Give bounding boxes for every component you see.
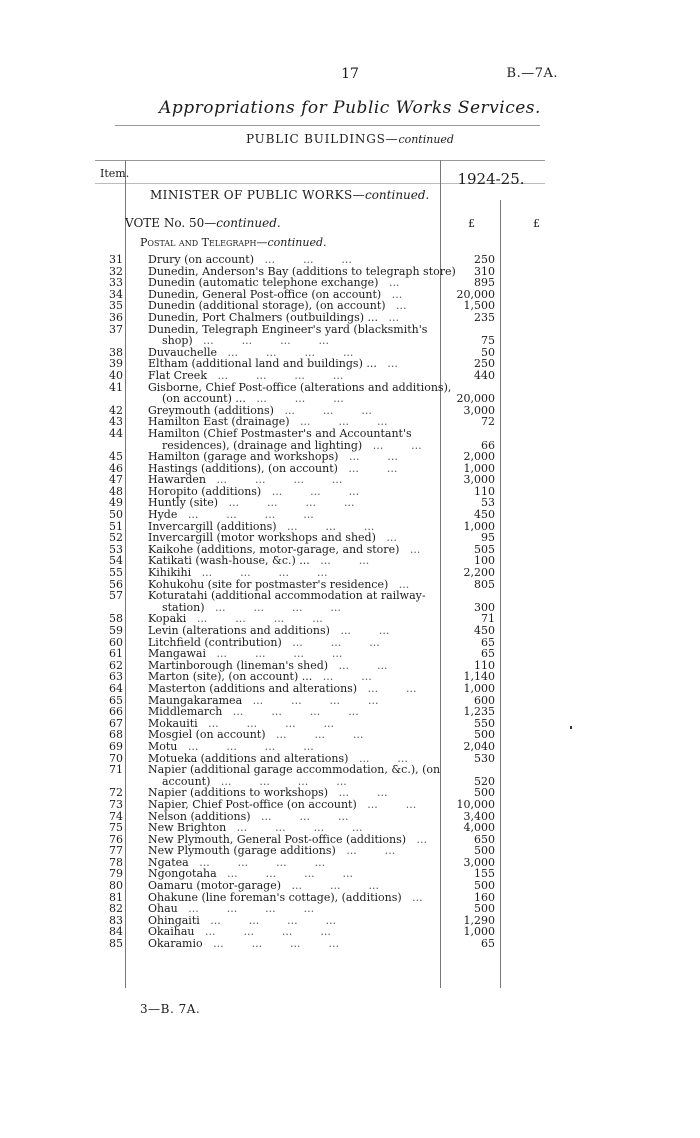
table-top-rule bbox=[95, 160, 545, 161]
amount-value: 300 bbox=[474, 600, 495, 614]
amount-value: 650 bbox=[474, 832, 495, 846]
leader-dots: ... ... bbox=[356, 797, 417, 811]
amount-value: 235 bbox=[474, 310, 495, 324]
description-text: residences), (drainage and lighting) bbox=[148, 438, 363, 452]
item-number: 32 bbox=[109, 264, 123, 278]
item-number: 66 bbox=[109, 705, 123, 719]
leader-dots: ... ... ... ... bbox=[204, 600, 341, 614]
item-number: 39 bbox=[109, 357, 123, 371]
table-row bbox=[0, 845, 700, 857]
item-number: 38 bbox=[109, 345, 123, 359]
amount-value: 1,290 bbox=[463, 913, 495, 927]
item-number: 35 bbox=[109, 299, 123, 313]
description-text: Dunedin (additional storage), (on account) bbox=[148, 299, 386, 313]
amount-value: 110 bbox=[474, 484, 495, 498]
item-number: 49 bbox=[109, 496, 123, 510]
leader-dots: ... ... ... ... bbox=[177, 508, 314, 522]
amount-value: 160 bbox=[474, 890, 495, 904]
description-text: Okaramio bbox=[148, 937, 203, 951]
amount-value: 3,000 bbox=[463, 403, 495, 417]
description-text: Dunedin (automatic telephone exchange) bbox=[148, 276, 379, 290]
description-text: Mosgiel (on account) bbox=[148, 728, 266, 742]
amount-value: 10,000 bbox=[456, 797, 495, 811]
leader-dots: ... bbox=[375, 531, 397, 545]
leader-dots: ... ... bbox=[329, 624, 390, 637]
amount-value: 500 bbox=[474, 902, 495, 916]
item-number: 41 bbox=[109, 380, 123, 394]
item-number: 76 bbox=[109, 832, 123, 846]
leader-dots: ... ... ... ... bbox=[177, 739, 314, 753]
leader-dots: ... ... ... ... bbox=[206, 647, 343, 661]
leader-dots: ... ... ... bbox=[281, 635, 380, 649]
item-number: 85 bbox=[109, 937, 123, 951]
leader-dots: ... bbox=[385, 299, 407, 313]
description-text: Martinborough (lineman's shed) bbox=[148, 658, 329, 672]
leader-dots: ... bbox=[401, 890, 423, 904]
amount-value: 3,400 bbox=[463, 809, 495, 823]
description-text: Hamilton East (drainage) bbox=[148, 415, 290, 429]
amount-value: 65 bbox=[481, 635, 495, 649]
leader-dots: ... ... ... ... bbox=[177, 902, 315, 916]
description-text: Okaihau bbox=[148, 925, 195, 939]
amount-value: 520 bbox=[474, 774, 495, 788]
table-row bbox=[0, 463, 700, 475]
leader-dots: ... ... ... bbox=[250, 809, 349, 823]
leader-dots: ... ... ... ... bbox=[186, 612, 323, 626]
description-text: Napier (additions to workshops) bbox=[148, 786, 329, 800]
description-text: account) bbox=[148, 774, 211, 788]
table-row bbox=[0, 903, 700, 915]
page-footer: 3—B. 7A. bbox=[140, 1002, 201, 1016]
table-row bbox=[0, 915, 700, 927]
description-text: Drury (on account) bbox=[148, 253, 255, 266]
leader-dots: ... ... ... bbox=[276, 519, 375, 533]
table-row bbox=[0, 324, 700, 336]
item-number: 55 bbox=[109, 566, 123, 580]
subtitle-main: PUBLIC BUILDINGS— bbox=[246, 132, 399, 146]
description-text: Masterton (additions and alterations) bbox=[148, 681, 358, 695]
minister-heading bbox=[150, 188, 429, 202]
amount-value: 500 bbox=[474, 728, 495, 742]
item-number: 63 bbox=[109, 670, 123, 684]
amount-value: 805 bbox=[474, 577, 495, 591]
item-number: 73 bbox=[109, 797, 123, 811]
leader-dots: ... ... ... ... bbox=[202, 937, 340, 951]
leader-dots: ... ... ... ... bbox=[210, 774, 347, 788]
leader-dots: ... ... ... ... bbox=[197, 716, 335, 730]
description-text: Horopito (additions) bbox=[148, 484, 262, 498]
leader-dots: ... bbox=[378, 276, 400, 290]
amount-value: 100 bbox=[474, 554, 495, 568]
item-number: 82 bbox=[109, 902, 123, 916]
appropriation-list bbox=[0, 254, 700, 950]
amount-value: 310 bbox=[474, 264, 495, 278]
amount-value: 600 bbox=[474, 693, 495, 707]
section-main: Postal and Telegraph— bbox=[140, 236, 268, 249]
description-text: Kihikihi bbox=[148, 566, 192, 580]
leader-dots: ... ... ... bbox=[273, 403, 372, 417]
leader-dots: ... ... bbox=[328, 786, 388, 800]
description-text: Kopaki bbox=[148, 612, 187, 626]
description-text: Ohingaiti bbox=[148, 913, 200, 927]
description-text: Kohukohu (site for postmaster's residence) bbox=[148, 577, 389, 591]
amount-value: 20,000 bbox=[456, 287, 495, 301]
item-number: 53 bbox=[109, 542, 123, 556]
amount-value: 50 bbox=[481, 345, 495, 359]
leader-dots: ... ... ... ... bbox=[226, 821, 363, 835]
amount-value: 66 bbox=[481, 438, 495, 452]
item-number: 45 bbox=[109, 450, 123, 464]
amount-value: 500 bbox=[474, 879, 495, 893]
title-rule bbox=[115, 125, 540, 126]
leader-dots: ... ... ... ... bbox=[207, 368, 344, 382]
amount-value: 1,000 bbox=[463, 461, 495, 475]
amount-value: 530 bbox=[474, 751, 495, 765]
description-text: (on account) ... bbox=[148, 392, 246, 406]
amount-value: 95 bbox=[481, 531, 495, 545]
pound-symbol-total: £ bbox=[533, 217, 540, 230]
description-text: Ohau bbox=[148, 902, 178, 916]
amount-value: 65 bbox=[481, 647, 495, 661]
description-text: Hamilton (garage and workshops) bbox=[148, 450, 339, 464]
description-text: Middlemarch bbox=[148, 705, 223, 719]
item-number: 65 bbox=[109, 693, 123, 707]
section-continued: continued. bbox=[267, 236, 327, 249]
leader-dots: ... ... ... ... bbox=[217, 345, 354, 359]
table-row bbox=[0, 602, 700, 614]
table-row bbox=[0, 590, 700, 602]
leader-dots: ... ... bbox=[357, 681, 417, 695]
section-subtitle bbox=[0, 132, 700, 146]
leader-dots: ... ... ... bbox=[289, 415, 388, 429]
amount-value: 4,000 bbox=[463, 821, 495, 835]
leader-dots: ... bbox=[381, 287, 403, 301]
table-row bbox=[0, 637, 700, 649]
description-text: Hamilton (Chief Postmaster's and Accountant's bbox=[148, 426, 412, 440]
table-row bbox=[0, 926, 700, 938]
leader-dots: ... ... ... ... bbox=[191, 566, 328, 580]
item-number: 36 bbox=[109, 310, 123, 324]
item-number: 77 bbox=[109, 844, 123, 858]
amount-value: 1,000 bbox=[463, 925, 495, 939]
description-text: Gisborne, Chief Post-office (alterations and additions), bbox=[148, 380, 452, 394]
description-text: Dunedin, General Post-office (on account) bbox=[148, 287, 382, 301]
leader-dots: ... ... ... bbox=[261, 484, 360, 498]
description-text: Kaikohe (additions, motor-garage, and store) bbox=[148, 542, 400, 556]
description-text: Ngatea bbox=[148, 855, 189, 869]
item-number: 78 bbox=[109, 855, 123, 869]
item-number: 50 bbox=[109, 508, 123, 522]
amount-value: 500 bbox=[474, 786, 495, 800]
amount-value: 450 bbox=[474, 508, 495, 522]
item-number: 67 bbox=[109, 716, 123, 730]
description-text: Dunedin, Anderson's Bay (additions to telegraph store) bbox=[148, 264, 456, 278]
amount-value: 3,000 bbox=[463, 855, 495, 869]
item-number: 60 bbox=[109, 635, 123, 649]
leader-dots: ... ... ... ... bbox=[192, 334, 330, 348]
description-text: Eltham (additional land and buildings) ... bbox=[148, 357, 377, 371]
table-row bbox=[0, 764, 700, 776]
subtitle-continued: continued bbox=[398, 133, 454, 146]
leader-dots: ... ... ... ... bbox=[216, 867, 354, 881]
amount-value: 1,000 bbox=[463, 519, 495, 533]
amount-value: 110 bbox=[474, 658, 495, 672]
item-number: 69 bbox=[109, 739, 123, 753]
description-text: Marton (site), (on account) ... bbox=[148, 670, 313, 684]
description-text: Motueka (additions and alterations) bbox=[148, 751, 349, 765]
item-number: 72 bbox=[109, 786, 123, 800]
description-text: Duvauchelle bbox=[148, 345, 218, 359]
description-text: Hyde bbox=[148, 508, 178, 522]
leader-dots: ... ... ... ... bbox=[242, 693, 379, 707]
minister-main: MINISTER OF PUBLIC WORKS— bbox=[150, 188, 365, 202]
amount-value: 895 bbox=[474, 276, 495, 290]
leader-dots: ... ... bbox=[309, 554, 370, 568]
item-number: 62 bbox=[109, 658, 123, 672]
leader-dots: ... ... ... bbox=[265, 728, 364, 742]
description-text: Napier, Chief Post-office (on account) bbox=[148, 797, 357, 811]
item-number: 58 bbox=[109, 612, 123, 626]
document-reference: B.—7A. bbox=[506, 66, 558, 81]
item-number: 33 bbox=[109, 276, 123, 290]
table-row bbox=[0, 729, 700, 741]
item-number: 48 bbox=[109, 484, 123, 498]
item-number: 47 bbox=[109, 473, 123, 487]
table-row bbox=[0, 799, 700, 811]
leader-dots: ... ... ... ... bbox=[222, 705, 359, 719]
description-text: Katikati (wash-house, &c.) ... bbox=[148, 554, 310, 568]
amount-value: 1,000 bbox=[463, 681, 495, 695]
item-number: 43 bbox=[109, 415, 123, 429]
leader-dots: ... ... ... ... bbox=[199, 913, 337, 927]
description-text: Invercargill (additions) bbox=[148, 519, 277, 533]
item-number: 46 bbox=[109, 461, 123, 475]
vote-continued: continued. bbox=[216, 216, 281, 230]
description-text: Levin (alterations and additions) bbox=[148, 624, 330, 637]
page-title: Appropriations for Public Works Services. bbox=[159, 98, 541, 118]
table-row bbox=[0, 555, 700, 567]
leader-dots: ... ... bbox=[362, 438, 422, 452]
leader-dots: ... ... ... bbox=[245, 392, 344, 406]
item-number: 68 bbox=[109, 728, 123, 742]
item-number: 57 bbox=[109, 589, 123, 603]
description-text: Ngongotaha bbox=[148, 867, 217, 881]
description-text: Nelson (additions) bbox=[148, 809, 251, 823]
leader-dots: ... ... ... ... bbox=[194, 925, 331, 939]
description-text: Dunedin, Telegraph Engineer's yard (blacksmith's bbox=[148, 322, 428, 336]
table-row bbox=[0, 706, 700, 718]
page-number: 17 bbox=[341, 66, 359, 82]
leader-dots: ... ... ... ... bbox=[206, 473, 343, 487]
item-number: 34 bbox=[109, 287, 123, 301]
description-text: Hastings (additions), (on account) bbox=[148, 461, 338, 475]
table-row bbox=[0, 892, 700, 904]
item-number: 59 bbox=[109, 624, 123, 637]
amount-value: 1,140 bbox=[463, 670, 495, 684]
minister-continued: continued. bbox=[364, 188, 430, 202]
amount-value: 155 bbox=[474, 867, 495, 881]
item-number: 42 bbox=[109, 403, 123, 417]
description-text: Mokauiti bbox=[148, 716, 198, 730]
description-text: New Plymouth (garage additions) bbox=[148, 844, 336, 858]
amount-value: 72 bbox=[481, 415, 495, 429]
description-text: Koturatahi (additional accommodation at railway- bbox=[148, 589, 426, 603]
description-text: Dunedin, Port Chalmers (outbuildings) ... bbox=[148, 310, 378, 324]
section-heading bbox=[140, 236, 327, 249]
item-number: 80 bbox=[109, 879, 123, 893]
amount-value: 505 bbox=[474, 542, 495, 556]
amount-value: 250 bbox=[474, 357, 495, 371]
amount-value: 53 bbox=[481, 496, 495, 510]
leader-dots: ... ... ... bbox=[254, 253, 352, 266]
vote-heading bbox=[125, 216, 281, 230]
amount-value: 1,500 bbox=[463, 299, 495, 313]
description-text: station) bbox=[148, 600, 205, 614]
description-text: Huntly (site) bbox=[148, 496, 219, 510]
item-number: 71 bbox=[109, 763, 123, 777]
description-text: Maungakaramea bbox=[148, 693, 243, 707]
item-number: 64 bbox=[109, 681, 123, 695]
item-number: 61 bbox=[109, 647, 123, 661]
description-text: Greymouth (additions) bbox=[148, 403, 274, 417]
leader-dots: ... ... bbox=[312, 670, 372, 684]
item-number: 31 bbox=[109, 253, 123, 266]
amount-value: 550 bbox=[474, 716, 495, 730]
table-row bbox=[0, 358, 700, 370]
pound-symbol-amount: £ bbox=[468, 217, 475, 230]
description-text: Hawarden bbox=[148, 473, 207, 487]
item-number: 74 bbox=[109, 809, 123, 823]
amount-value: 500 bbox=[474, 844, 495, 858]
leader-dots: ... ... bbox=[335, 844, 396, 858]
description-text: New Brighton bbox=[148, 821, 227, 835]
year-column-header: 1924-25. bbox=[457, 170, 525, 188]
ink-speck bbox=[570, 726, 572, 729]
item-number: 84 bbox=[109, 925, 123, 939]
vote-main: VOTE No. 50— bbox=[125, 216, 217, 230]
description-text: Motu bbox=[148, 739, 178, 753]
leader-dots: ... ... bbox=[338, 450, 398, 464]
leader-dots: ... ... bbox=[337, 461, 398, 475]
description-text: Ohakune (line foreman's cottage), (additions) bbox=[148, 890, 402, 904]
item-number: 75 bbox=[109, 821, 123, 835]
amount-value: 71 bbox=[481, 612, 495, 626]
leader-dots: ... ... ... ... bbox=[188, 855, 326, 869]
leader-dots: ... ... bbox=[328, 658, 388, 672]
item-number: 56 bbox=[109, 577, 123, 591]
item-number: 51 bbox=[109, 519, 123, 533]
item-number: 52 bbox=[109, 531, 123, 545]
leader-dots: ... ... ... bbox=[281, 879, 379, 893]
description-text: shop) bbox=[148, 334, 193, 348]
table-row bbox=[0, 938, 700, 950]
item-number: 81 bbox=[109, 890, 123, 904]
description-text: Litchfield (contribution) bbox=[148, 635, 282, 649]
description-text: Flat Creek bbox=[148, 368, 207, 382]
amount-value: 65 bbox=[481, 937, 495, 951]
amount-value: 75 bbox=[481, 334, 495, 348]
item-number: 83 bbox=[109, 913, 123, 927]
amount-value: 20,000 bbox=[456, 392, 495, 406]
item-number: 79 bbox=[109, 867, 123, 881]
description-text: Napier (additional garage accommodation, &c.), (on bbox=[148, 763, 441, 777]
item-number: 37 bbox=[109, 322, 123, 336]
leader-dots: ... bbox=[399, 542, 421, 556]
description-text: Oamaru (motor-garage) bbox=[148, 879, 282, 893]
amount-value: 1,235 bbox=[463, 705, 495, 719]
amount-value: 250 bbox=[474, 253, 495, 266]
leader-dots: ... ... bbox=[348, 751, 408, 765]
description-text: Mangawai bbox=[148, 647, 206, 661]
table-row bbox=[0, 497, 700, 509]
amount-value: 2,000 bbox=[463, 450, 495, 464]
amount-value: 2,040 bbox=[463, 739, 495, 753]
item-column-header: Item. bbox=[100, 167, 130, 180]
leader-dots: ... bbox=[406, 832, 428, 846]
amount-value: 440 bbox=[474, 368, 495, 382]
amount-value: 2,200 bbox=[463, 566, 495, 580]
item-number: 54 bbox=[109, 554, 123, 568]
description-text: Invercargill (motor workshops and shed) bbox=[148, 531, 376, 545]
amount-value: 450 bbox=[474, 624, 495, 637]
item-number: 40 bbox=[109, 368, 123, 382]
leader-dots: ... ... ... ... bbox=[218, 496, 355, 510]
item-description bbox=[148, 938, 434, 949]
table-row bbox=[0, 382, 700, 394]
leader-dots: ... bbox=[378, 310, 399, 324]
amount-value: 3,000 bbox=[463, 473, 495, 487]
item-number: 70 bbox=[109, 751, 123, 765]
leader-dots: ... bbox=[376, 357, 398, 371]
item-number: 44 bbox=[109, 426, 123, 440]
leader-dots: ... bbox=[388, 577, 410, 591]
description-text: New Plymouth, General Post-office (additions) bbox=[148, 832, 407, 846]
